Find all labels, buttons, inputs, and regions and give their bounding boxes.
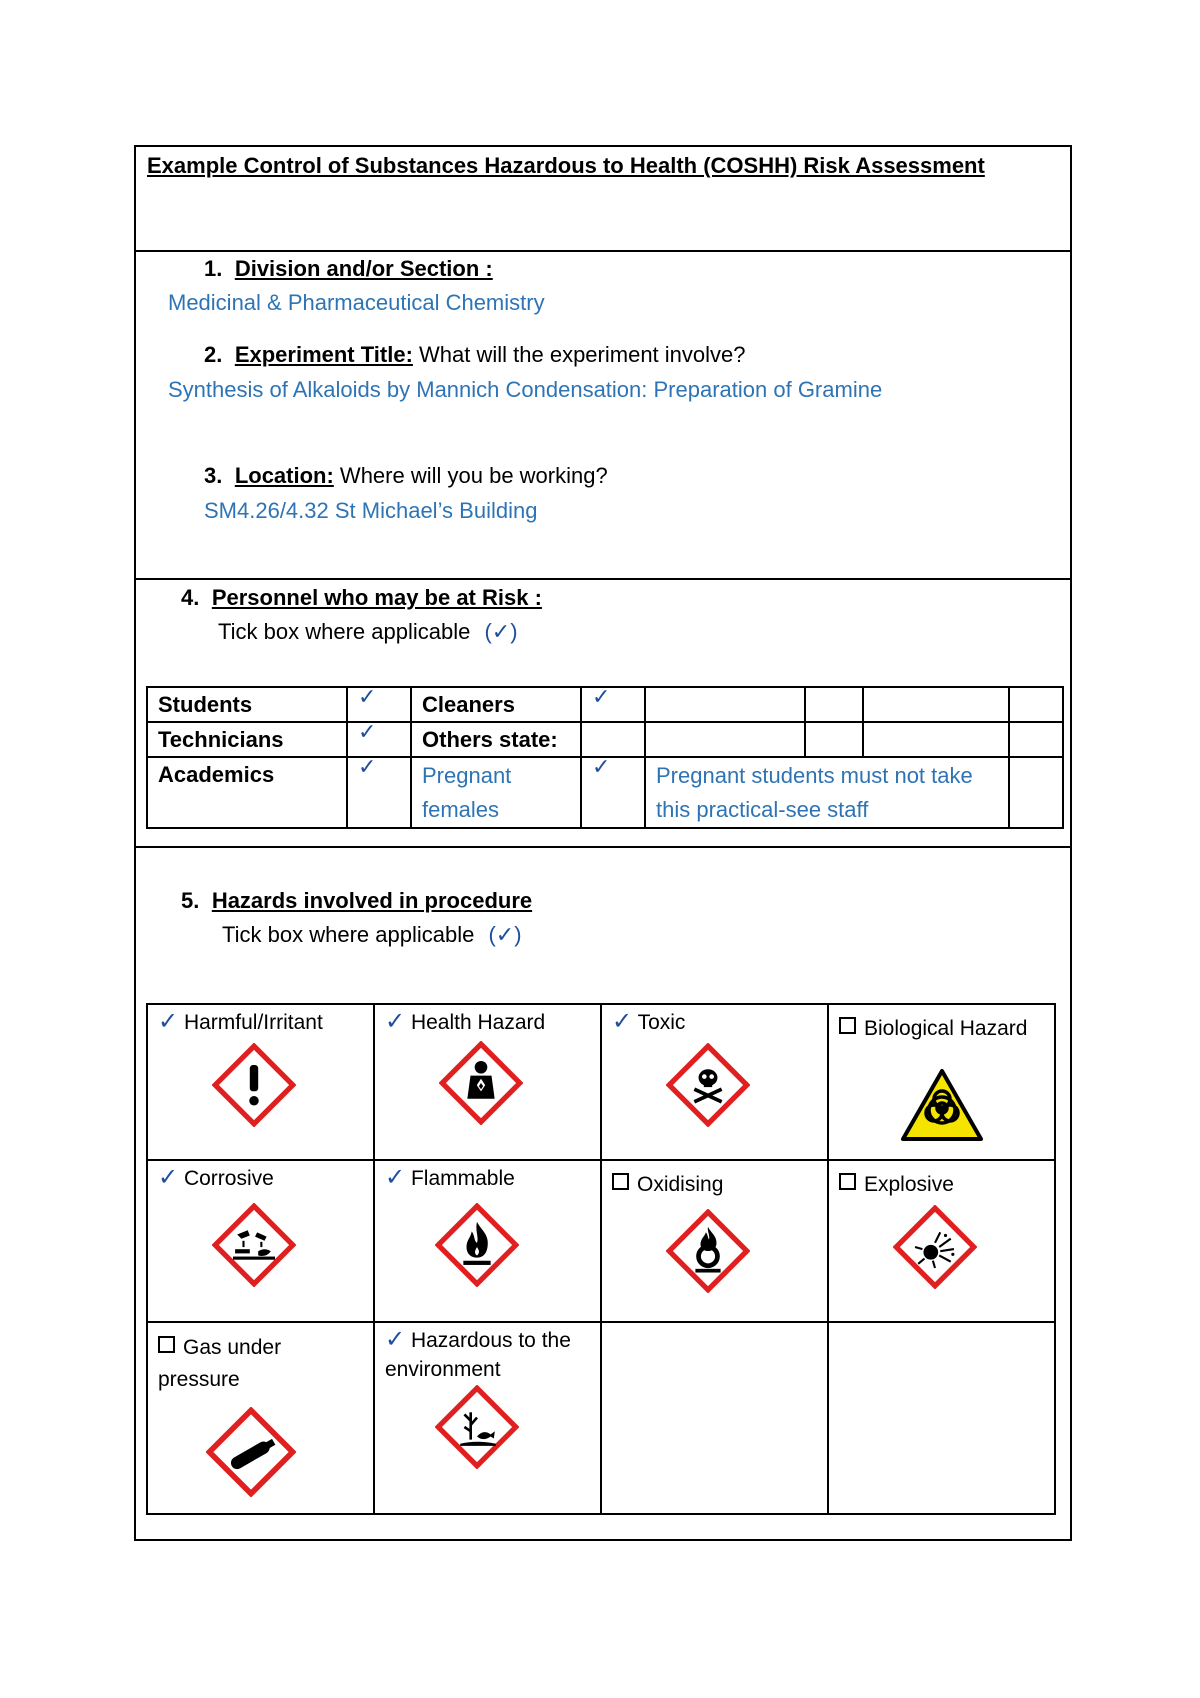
- section-label: Personnel who may be at Risk :: [211, 585, 542, 610]
- section-2-heading: [204, 342, 746, 368]
- personnel-label: Technicians: [147, 722, 347, 757]
- hazard-label: [612, 1170, 723, 1199]
- environment-pictogram-icon: [435, 1385, 519, 1469]
- check-icon[interactable]: ✓: [612, 1008, 633, 1035]
- section-label: Hazards involved in procedure: [211, 888, 533, 913]
- exclamation-pictogram-icon: [212, 1043, 296, 1127]
- health-hazard-pictogram-icon: [439, 1041, 523, 1125]
- divider: [134, 250, 1072, 252]
- section-number: 5.: [181, 888, 200, 913]
- hazard-name: Toxic: [637, 1011, 686, 1034]
- table-cell: [1009, 722, 1063, 757]
- instruction-tick: (✓): [488, 922, 522, 947]
- hazard-cell-harmful: [147, 1004, 374, 1160]
- hazard-label: [385, 1163, 515, 1193]
- instruction-tick: (✓): [484, 619, 518, 644]
- hazard-name: Flammable: [410, 1167, 515, 1190]
- personnel-tick[interactable]: ✓: [347, 757, 411, 828]
- hazard-label: [158, 1163, 274, 1193]
- form-title: Example Control of Substances Hazardous to Health (COSHH) Risk Assessment: [147, 153, 985, 178]
- hazard-cell-corrosive: [147, 1160, 374, 1322]
- division-answer: Medicinal & Pharmaceutical Chemistry: [168, 290, 545, 315]
- section-question: Where will you be working?: [333, 463, 608, 488]
- personnel-other-value: Pregnant females: [411, 757, 581, 828]
- checkbox-icon[interactable]: [839, 1173, 856, 1190]
- table-cell: [863, 722, 1009, 757]
- table-cell: [805, 687, 863, 722]
- hazard-label: [839, 1170, 954, 1199]
- personnel-tick[interactable]: ✓: [581, 687, 645, 722]
- biohazard-pictogram-icon: [900, 1068, 984, 1142]
- table-cell: [1009, 757, 1063, 828]
- hazard-name: Gas under pressure: [158, 1336, 282, 1391]
- section-5-heading: [181, 888, 532, 914]
- table-row: [147, 757, 1063, 828]
- personnel-table: [146, 686, 1064, 829]
- section-label: Experiment Title:: [234, 342, 413, 367]
- hazard-cell-environment: [374, 1322, 601, 1514]
- skull-crossbones-pictogram-icon: [666, 1043, 750, 1127]
- exploding-bomb-pictogram-icon: [893, 1205, 977, 1289]
- divider: [134, 846, 1072, 848]
- hazard-name: Hazardous to the environment: [385, 1329, 571, 1381]
- experiment-title-answer: Synthesis of Alkaloids by Mannich Condensation: Preparation of Gramine: [168, 377, 883, 402]
- section-number: 2.: [204, 342, 223, 367]
- check-icon[interactable]: ✓: [158, 1008, 179, 1035]
- table-cell: [1009, 687, 1063, 722]
- personnel-note: Pregnant students must not take this practical-see staff: [645, 757, 1009, 828]
- check-icon[interactable]: ✓: [385, 1008, 406, 1035]
- hazard-label: [158, 1007, 323, 1037]
- table-row: [147, 722, 1063, 757]
- hazard-label: [158, 1332, 338, 1396]
- personnel-label: Academics: [147, 757, 347, 828]
- section-label: Location:: [234, 463, 334, 488]
- hazard-cell-flammable: [374, 1160, 601, 1322]
- hazard-cell-gas-pressure: [147, 1322, 374, 1514]
- flame-over-circle-pictogram-icon: [666, 1209, 750, 1293]
- personnel-label: Others state:: [411, 722, 581, 757]
- hazard-label: [612, 1007, 685, 1037]
- location-answer: SM4.26/4.32 St Michael’s Building: [204, 498, 538, 523]
- personnel-label: Cleaners: [411, 687, 581, 722]
- tick-instruction: [218, 619, 518, 645]
- table-cell: [645, 722, 805, 757]
- hazard-name: Biological Hazard: [864, 1017, 1028, 1040]
- hazards-table: [146, 1003, 1056, 1515]
- hazard-label: [839, 1014, 1027, 1043]
- section-number: 1.: [204, 256, 223, 281]
- hazard-cell-empty: [828, 1322, 1055, 1514]
- hazard-label: [385, 1325, 595, 1384]
- table-row: [147, 687, 1063, 722]
- section-4-heading: [181, 585, 542, 611]
- personnel-tick[interactable]: ✓: [347, 722, 411, 757]
- section-3-heading: [204, 463, 608, 489]
- table-cell: [805, 722, 863, 757]
- hazard-name: Health Hazard: [410, 1011, 546, 1034]
- personnel-label: Students: [147, 687, 347, 722]
- section-label: Division and/or Section :: [234, 256, 493, 281]
- flame-pictogram-icon: [435, 1203, 519, 1287]
- hazard-name: Explosive: [864, 1173, 954, 1196]
- personnel-tick[interactable]: [581, 722, 645, 757]
- section-number: 3.: [204, 463, 223, 488]
- table-row: [147, 1322, 1055, 1514]
- table-row: [147, 1004, 1055, 1160]
- hazard-cell-health: [374, 1004, 601, 1160]
- divider: [134, 578, 1072, 580]
- check-icon[interactable]: ✓: [385, 1326, 406, 1353]
- hazard-name: Harmful/Irritant: [183, 1011, 323, 1034]
- table-cell: [863, 687, 1009, 722]
- table-row: [147, 1160, 1055, 1322]
- instruction-text: Tick box where applicable: [222, 922, 475, 947]
- hazard-name: Oxidising: [637, 1173, 724, 1196]
- checkbox-icon[interactable]: [612, 1173, 629, 1190]
- corrosion-pictogram-icon: [212, 1203, 296, 1287]
- hazard-cell-oxidising: [601, 1160, 828, 1322]
- tick-instruction: [222, 922, 522, 948]
- check-icon[interactable]: ✓: [158, 1164, 179, 1191]
- check-icon[interactable]: ✓: [385, 1164, 406, 1191]
- checkbox-icon[interactable]: [158, 1336, 175, 1353]
- hazard-cell-empty: [601, 1322, 828, 1514]
- section-1-heading: [204, 256, 493, 282]
- instruction-text: Tick box where applicable: [218, 619, 471, 644]
- table-cell: [645, 687, 805, 722]
- section-question: What will the experiment involve?: [412, 342, 746, 367]
- personnel-tick[interactable]: ✓: [581, 757, 645, 828]
- section-number: 4.: [181, 585, 200, 610]
- hazard-label: [385, 1007, 545, 1037]
- personnel-tick[interactable]: ✓: [347, 687, 411, 722]
- hazard-cell-biological: [828, 1004, 1055, 1160]
- hazard-cell-toxic: [601, 1004, 828, 1160]
- hazard-name: Corrosive: [183, 1167, 274, 1190]
- gas-cylinder-pictogram-icon: [206, 1407, 296, 1497]
- hazard-cell-explosive: [828, 1160, 1055, 1322]
- checkbox-icon[interactable]: [839, 1017, 856, 1034]
